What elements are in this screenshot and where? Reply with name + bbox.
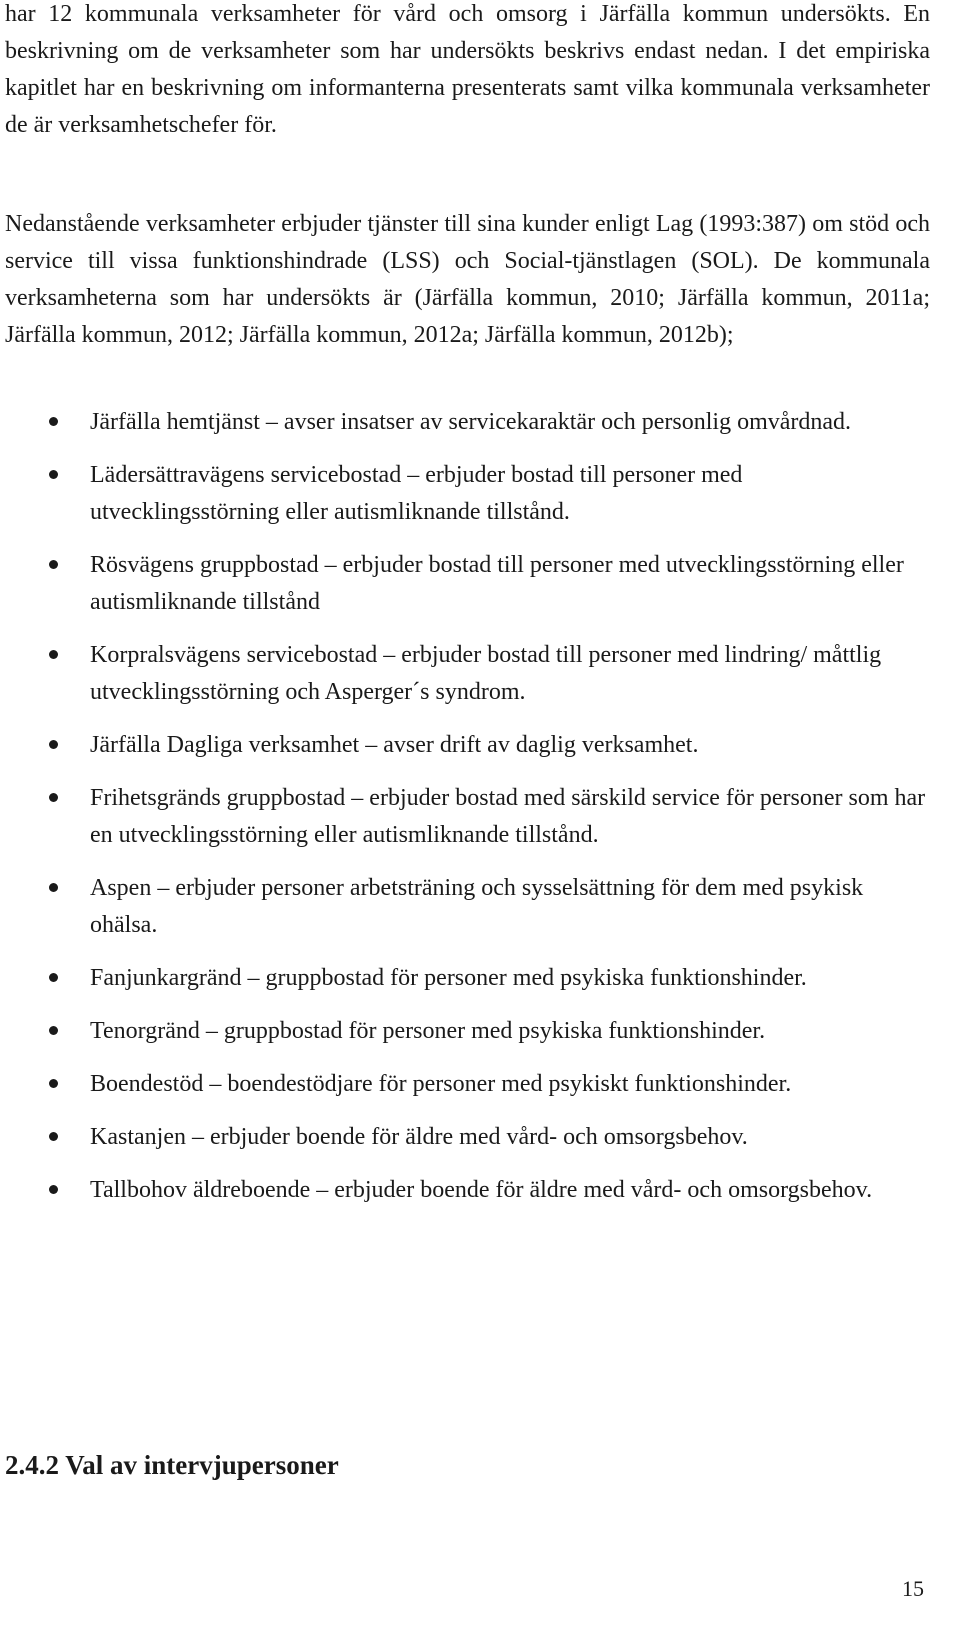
bullet-icon (49, 1132, 58, 1141)
paragraph-services: Nedanstående verksamheter erbjuder tjänster till sina kunder enligt Lag (1993:387) om stöd och service till vissa funktionshindrade (LSS) och Social-tjänstlagen (SOL). De kommunala verksamheterna som har undersökts är (Järfälla kommun, 2010; Järfälla kommun, 2011a; Järfälla kommun, 2012; Järfälla kommun, 2012a; Järfälla kommun, 2012b); (5, 211, 930, 348)
list-item-text: Järfälla hemtjänst – avser insatser av servicekaraktär och personlig omvårdnad. (90, 409, 852, 435)
list-item-text: Boendestöd – boendestödjare för personer med psykiskt funktionshinder. (90, 1071, 792, 1097)
list-item-text: Aspen – erbjuder personer arbetsträning och sysselsättning för dem med psykisk ohälsa. (90, 875, 864, 938)
page-number: 15 (902, 1576, 924, 1601)
list-item (5, 1172, 930, 1209)
list-item (5, 960, 930, 997)
list-item (5, 780, 930, 854)
list-item (5, 870, 930, 944)
bullet-icon (49, 650, 58, 659)
bullet-icon (49, 1079, 58, 1088)
bullet-icon (49, 883, 58, 892)
section-heading: 2.4.2 Val av intervjupersoner (5, 1450, 339, 1480)
list-item (5, 727, 930, 764)
list-item (5, 457, 930, 531)
list-item-text: Lädersättravägens servicebostad – erbjuder bostad till personer med utvecklingsstörning eller autismliknande tillstånd. (90, 462, 743, 525)
list-item-text: Fanjunkargränd – gruppbostad för personer med psykiska funktionshinder. (90, 965, 807, 991)
list-item (5, 1066, 930, 1103)
list-item (5, 1013, 930, 1050)
list-item-text: Rösvägens gruppbostad – erbjuder bostad till personer med utvecklingsstörning eller autismliknande tillstånd (90, 552, 904, 615)
bullet-icon (49, 1026, 58, 1035)
list-item-text: Tallbohov äldreboende – erbjuder boende för äldre med vård- och omsorgsbehov. (90, 1177, 873, 1203)
list-item (5, 547, 930, 621)
list-item (5, 404, 930, 441)
list-item-text: Järfälla Dagliga verksamhet – avser drift av daglig verksamhet. (90, 732, 699, 758)
services-list (5, 404, 930, 1225)
bullet-icon (49, 1185, 58, 1194)
bullet-icon (49, 560, 58, 569)
list-item-text: Tenorgränd – gruppbostad för personer med psykiska funktionshinder. (90, 1018, 766, 1044)
bullet-icon (49, 417, 58, 426)
list-item-text: Frihetsgränds gruppbostad – erbjuder bostad med särskild service för personer som har en utvecklingsstörning eller autismliknande tillstånd. (90, 785, 926, 848)
bullet-icon (49, 740, 58, 749)
bullet-icon (49, 973, 58, 982)
bullet-icon (49, 470, 58, 479)
paragraph-intro: har 12 kommunala verksamheter för vård och omsorg i Järfälla kommun undersökts. En beskrivning om de verksamheter som har undersökts beskrivs endast nedan. I det empiriska kapitlet har en beskrivning om informanterna presenterats samt vilka kommunala verksamheter de är verksamhetschefer för. (5, 1, 930, 138)
bullet-icon (49, 793, 58, 802)
list-item (5, 637, 930, 711)
list-item (5, 1119, 930, 1156)
list-item-text: Kastanjen – erbjuder boende för äldre med vård- och omsorgsbehov. (90, 1124, 748, 1150)
list-item-text: Korpralsvägens servicebostad – erbjuder bostad till personer med lindring/ måttlig utvecklingsstörning och Asperger´s syndrom. (90, 642, 882, 705)
